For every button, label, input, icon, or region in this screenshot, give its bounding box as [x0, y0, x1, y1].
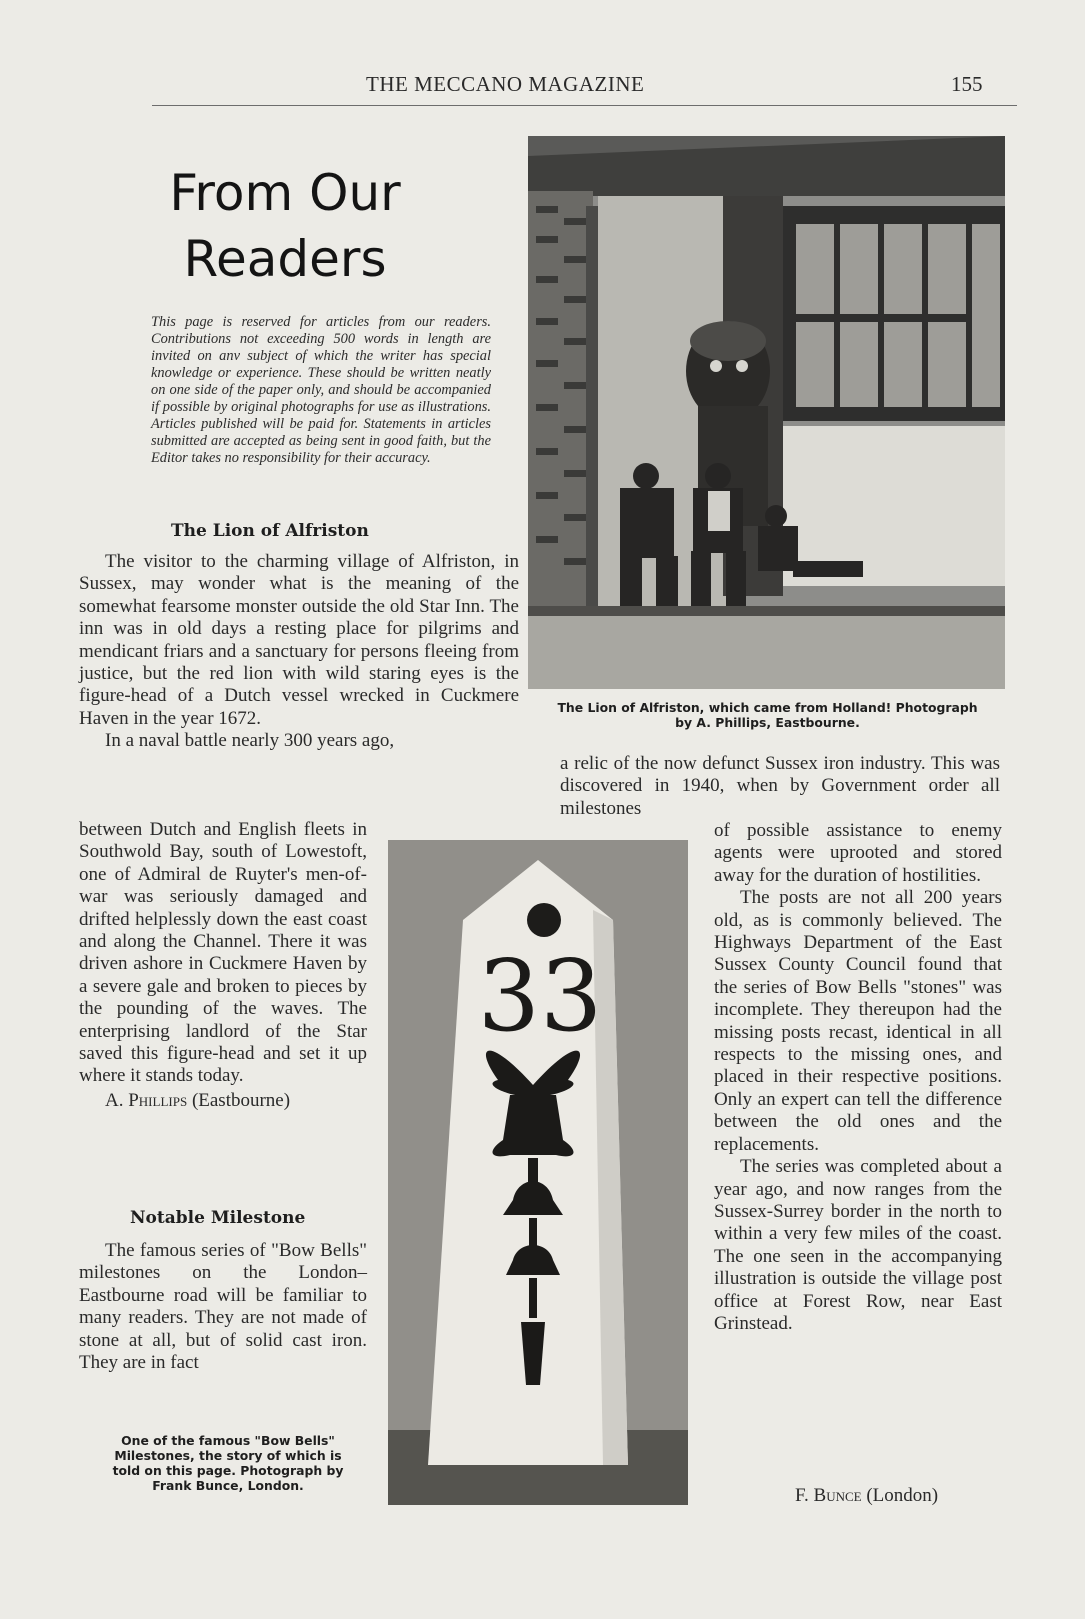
milestone-caption-line-2: Milestones, the story of which is [114, 1448, 342, 1463]
lion-article-body [79, 551, 519, 753]
milestone-caption-line-4: Frank Bunce, London. [152, 1478, 304, 1493]
milestone-paragraph-1: The famous series of "Bow Bells" milestones on the London–Eastbourne road will be familiar to many readers. They are not made of stone at all, but of solid cast iron. They are in fact [79, 1240, 367, 1374]
header-rule [152, 105, 1017, 106]
lion-photograph [528, 136, 1005, 689]
milestone-caption-line-1: One of the famous "Bow Bells" [121, 1433, 335, 1448]
milestone-author-place: (London) [866, 1485, 939, 1506]
intro-paragraph: This page is reserved for articles from our readers. Contributions not exceeding 500 words in length are invited on anv subject of which the writer has special knowledge or experience. These should be written neatly on one side of the paper only, and should be accompanied if possible by original photographs for use as illustrations. Articles published will be paid for. Statements in articles submitted are accepted as being sent in good faith, but the Editor takes no responsibility for their accuracy. [151, 314, 491, 466]
lion-caption-line-2: by A. Phillips, Eastbourne. [675, 715, 860, 730]
page-title [140, 160, 430, 292]
milestone-photo-image [388, 840, 688, 1505]
milestone-article-heading: Notable Milestone [130, 1208, 306, 1228]
lion-paragraph-2-cont: between Dutch and English fleets in Southwold Bay, south of Lowestoft, one of Admiral de Ruyter's men-of-war was seriously damaged and drifted helplessly down the east coast and along the Channel. There it was driven ashore in Cuckmere Haven by a severe gale and broken to pieces by the pounding of the waves. The enterprising landlord of the Star saved this figure-head and set it up where it stands today. [79, 819, 367, 1087]
milestone-paragraph-1-narrow: of possible assistance to enemy agents were uprooted and stored away for the duration of hostilities. [714, 820, 1002, 886]
lion-photo-caption [520, 700, 1015, 730]
milestone-caption-line-3: told on this page. Photograph by [112, 1463, 344, 1478]
lion-author-place: (Eastbourne) [191, 1089, 291, 1111]
milestone-number: 33 [477, 940, 603, 1054]
lion-paragraph-2-start: In a naval battle nearly 300 years ago, [105, 730, 395, 752]
lion-photo-image [528, 136, 1005, 689]
milestone-article-body-narrow [714, 820, 1002, 1335]
running-head: THE MECCANO MAGAZINE [366, 72, 645, 96]
milestone-paragraph-1-cont: a relic of the now defunct Sussex iron industry. This was discovered in 1940, when by Government order all milestones [560, 753, 1000, 819]
milestone-paragraph-3: The series was completed about a year ago, and now ranges from the Sussex-Surrey border in the north to within a very few miles of the coast. The one seen in the accompanying illustration is outside the village post office at Forest Row, near East Grinstead. [714, 1156, 1002, 1334]
milestone-paragraph-2: The posts are not all 200 years old, as is commonly believed. The Highways Department of the East Sussex County Council found that the series of Bow Bells "stones" was incomplete. They thereupon had the missing posts recast, identical in all respects to the missing ones, and placed in their respective positions. Only an expert can tell the difference between the old ones and the replacements. [714, 887, 1002, 1155]
milestone-author-name: F. Bunce [795, 1485, 862, 1506]
lion-article-body-narrow [79, 819, 367, 1112]
lion-author-line [79, 1090, 367, 1112]
milestone-article-body [79, 1240, 367, 1374]
milestone-article-body-cont [560, 753, 1000, 820]
page-number: 155 [951, 72, 983, 96]
milestone-author-line [795, 1485, 1005, 1507]
title-line-1: From Our [169, 164, 401, 222]
lion-author-name: A. Phillips [105, 1089, 188, 1111]
lion-paragraph-1: The visitor to the charming village of Alfriston, in Sussex, may wonder what is the meaning of the somewhat fearsome monster outside the old Star Inn. The inn was in old days a resting place for pilgrims and mendicant friars and a sanctuary for persons fleeing from justice, but the red lion with wild staring eyes is the figure-head of a Dutch vessel wrecked in Cuckmere Haven in the year 1672. [79, 551, 519, 729]
lion-article-heading: The Lion of Alfriston [171, 521, 369, 541]
lion-caption-line-1: The Lion of Alfriston, which came from Holland! Photograph [557, 700, 978, 715]
milestone-photo-caption [76, 1433, 380, 1493]
milestone-photograph [388, 840, 688, 1505]
title-line-2: Readers [183, 230, 387, 288]
